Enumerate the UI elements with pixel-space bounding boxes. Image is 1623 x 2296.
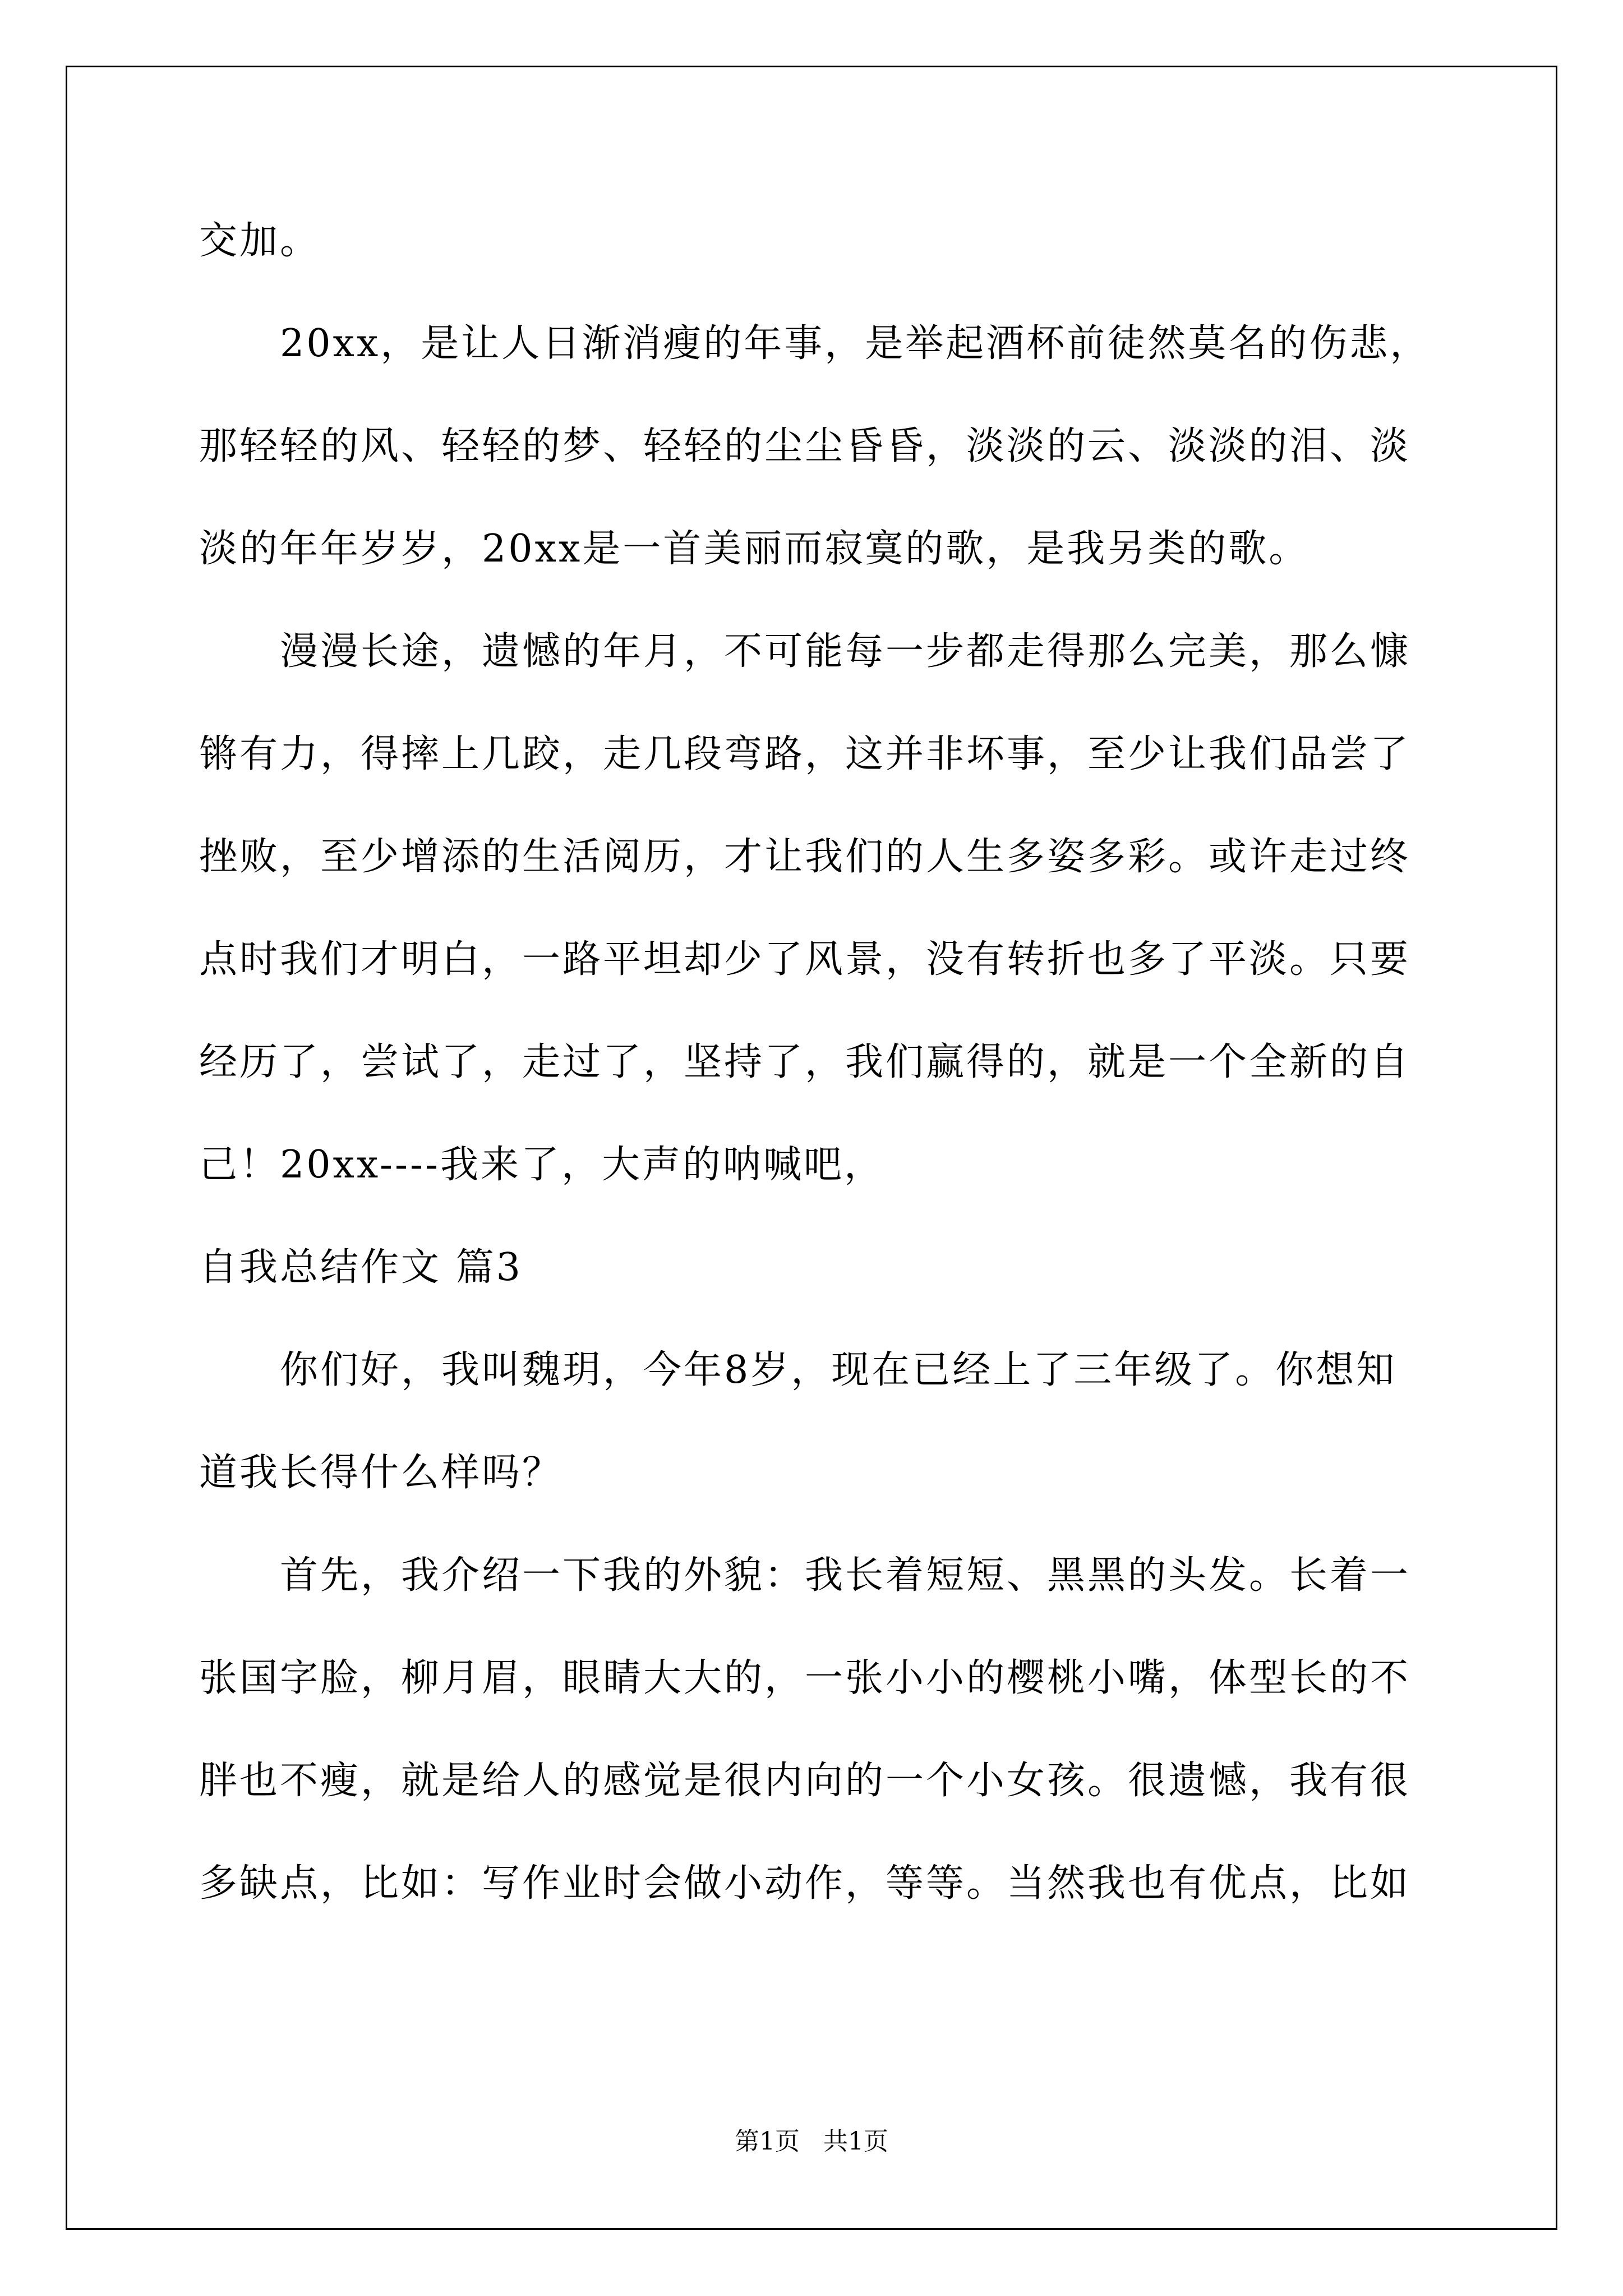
- text-line: 点时我们才明白，一路平坦却少了风景，没有转折也多了平淡。只要: [199, 937, 1411, 982]
- text-line: 20xx，是让人日渐消瘦的年事，是举起酒杯前徒然莫名的伤悲，: [199, 321, 1431, 366]
- text-line: 胖也不瘦，就是给人的感觉是很内向的一个小女孩。很遗憾，我有很: [199, 1759, 1411, 1803]
- text-line: 你们好，我叫魏玥，今年8岁，现在已经上了三年级了。你想知: [199, 1348, 1397, 1392]
- text-line: 漫漫长途，遗憾的年月，不可能每一步都走得那么完美，那么慷: [199, 629, 1411, 674]
- text-line: 张国字脸，柳月眉，眼睛大大的，一张小小的樱桃小嘴，体型长的不: [199, 1656, 1411, 1700]
- text-line: 那轻轻的风、轻轻的梦、轻轻的尘尘昏昏，淡淡的云、淡淡的泪、淡: [199, 424, 1411, 468]
- text-line: 交加。: [199, 219, 321, 263]
- text-line: 己！20xx----我来了，大声的呐喊吧，: [199, 1143, 884, 1187]
- page-footer: 第1页 共1页: [735, 2127, 888, 2156]
- text-line: 道我长得什么样吗？: [199, 1451, 563, 1495]
- text-line: 首先，我介绍一下我的外貌：我长着短短、黑黑的头发。长着一: [199, 1553, 1411, 1598]
- text-line: 淡的年年岁岁，20xx是一首美丽而寂寞的歌，是我另类的歌。: [199, 527, 1310, 571]
- text-line: 多缺点，比如：写作业时会做小动作，等等。当然我也有优点，比如: [199, 1861, 1411, 1906]
- section-heading: 自我总结作文 篇3: [199, 1245, 523, 1290]
- text-line: 挫败，至少增添的生活阅历，才让我们的人生多姿多彩。或许走过终: [199, 835, 1411, 879]
- text-line: 经历了，尝试了，走过了，坚持了，我们赢得的，就是一个全新的自: [199, 1040, 1411, 1084]
- text-line: 锵有力，得摔上几跤，走几段弯路，这并非坏事，至少让我们品尝了: [199, 732, 1411, 776]
